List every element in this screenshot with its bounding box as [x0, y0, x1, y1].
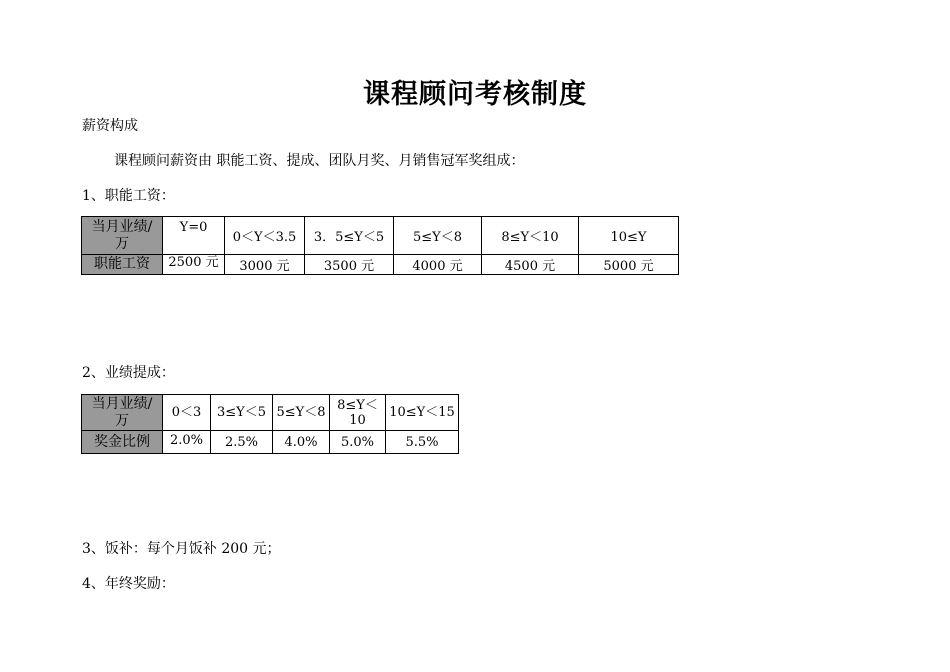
- range-cell: 10≤Y: [579, 217, 679, 255]
- section-heading: 薪资构成: [82, 118, 138, 134]
- table-row: [82, 217, 679, 255]
- range-cell: 5≤Y＜8: [273, 395, 330, 431]
- range-cell: 8≤Y＜10: [482, 217, 579, 255]
- performance-header-line2: 万: [115, 412, 129, 429]
- range-cell: Y=0: [163, 217, 225, 255]
- performance-header-line2: 万: [115, 235, 129, 252]
- rate-cell: 2.0%: [163, 431, 211, 454]
- range-cell: 3．5≤Y＜5: [305, 217, 394, 255]
- wage-cell: 4500 元: [482, 255, 579, 275]
- rate-cell: 5.5%: [386, 431, 459, 454]
- item3-text: 3、饭补：每个月饭补 200 元；: [82, 541, 281, 557]
- rate-cell: 4.0%: [273, 431, 330, 454]
- commission-table: [81, 394, 459, 454]
- item4-heading: 4、年终奖励：: [82, 576, 175, 592]
- range-cell: 10≤Y＜15: [386, 395, 459, 431]
- wage-cell: 5000 元: [579, 255, 679, 275]
- range-cell: 3≤Y＜5: [211, 395, 273, 431]
- rate-cell: 2.5%: [211, 431, 273, 454]
- range-cell: 0＜Y＜3.5: [225, 217, 305, 255]
- performance-header-cell: [82, 217, 163, 255]
- item2-heading: 2、业绩提成：: [82, 365, 175, 381]
- bonus-rate-header-cell: 奖金比例: [82, 431, 163, 454]
- table-row: [82, 255, 679, 275]
- range-cell: [330, 395, 386, 431]
- range-cell: 0＜3: [163, 395, 211, 431]
- range-cell-line1: 8≤Y＜: [337, 397, 378, 413]
- wage-cell: 4000 元: [394, 255, 482, 275]
- wage-cell: 3500 元: [305, 255, 394, 275]
- table-row: [82, 431, 459, 454]
- range-cell-line2: 10: [349, 412, 366, 428]
- performance-header-line1: 当月业绩/: [91, 218, 153, 235]
- document-title: 课程顾问考核制度: [363, 79, 587, 110]
- rate-cell: 5.0%: [330, 431, 386, 454]
- range-cell: 5≤Y＜8: [394, 217, 482, 255]
- functional-wage-table: [81, 216, 679, 275]
- performance-header-line1: 当月业绩/: [91, 395, 153, 412]
- performance-header-cell: [82, 395, 163, 431]
- item1-heading: 1、职能工资：: [82, 188, 175, 204]
- wage-header-cell: 职能工资: [82, 255, 163, 275]
- wage-cell: 2500 元: [163, 255, 225, 275]
- intro-paragraph: 课程顾问薪资由 职能工资、提成、团队月奖、月销售冠军奖组成：: [114, 153, 525, 169]
- wage-cell: 3000 元: [225, 255, 305, 275]
- table-row: [82, 395, 459, 431]
